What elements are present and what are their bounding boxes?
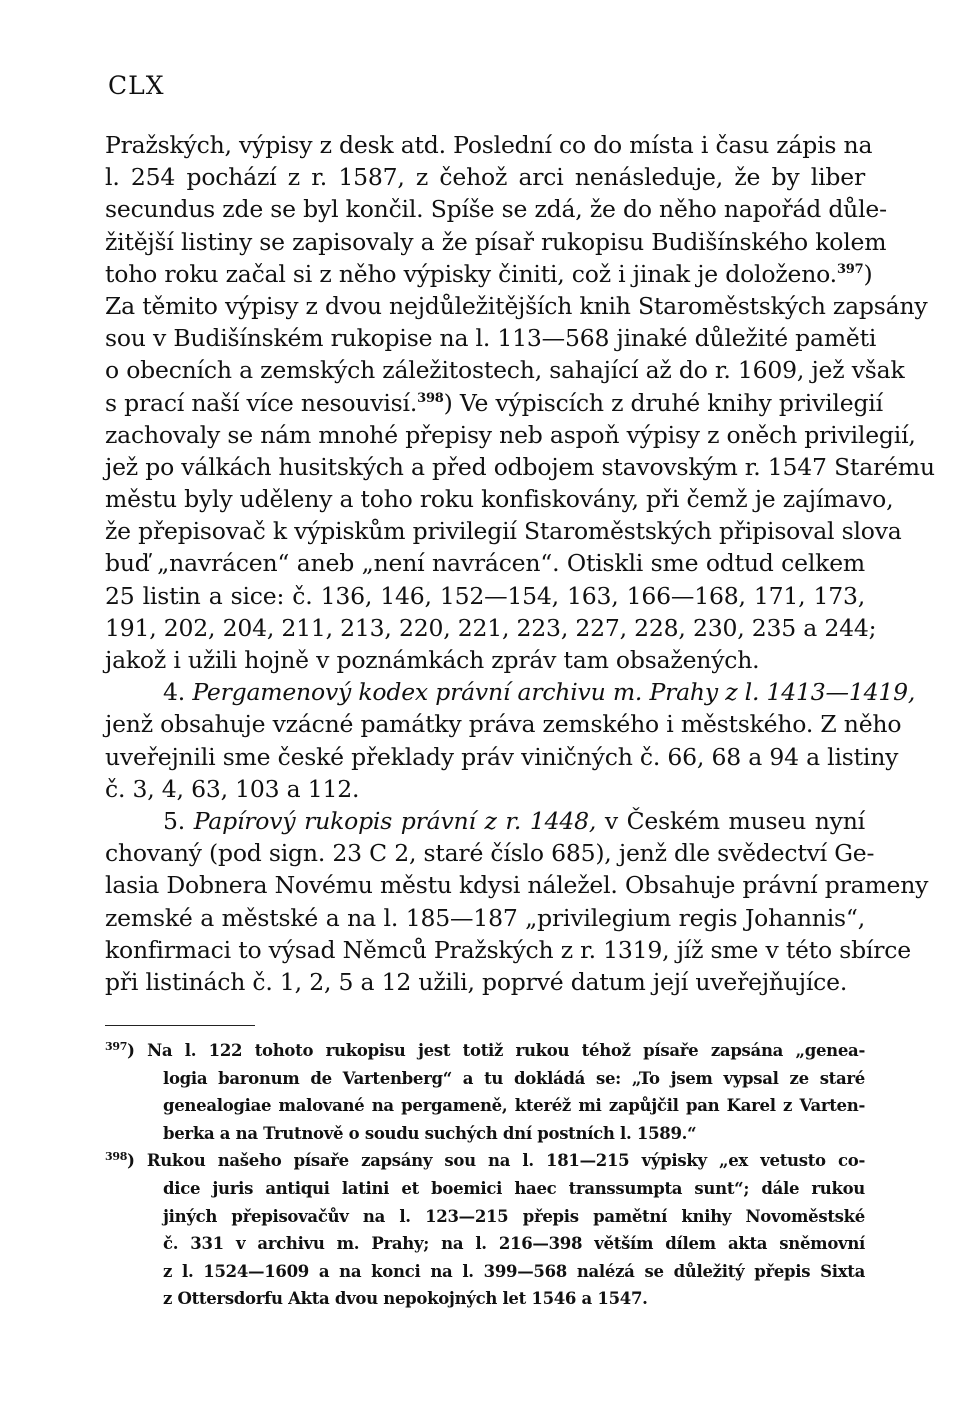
text-line: secundus zde se byl končil. Spíše se zdá, že do něho napořád důle- — [105, 195, 887, 224]
footnote-mark: 398 — [105, 1150, 128, 1164]
item-4-title: Pergamenový kodex právní archivu m. Prahy z l. 1413—1419, — [192, 678, 916, 707]
footnote-text: ) Na l. 122 tohoto rukopisu jest totiž rukou téhož písaře zapsána „genea- — [127, 1041, 865, 1060]
text-line: 191, 202, 204, 211, 213, 220, 221, 223, 227, 228, 230, 235 a 244; — [105, 613, 877, 642]
text-segment: ) Ve výpiscích z druhé knihy privilegií — [443, 388, 883, 417]
footnote-ref-paren: ) — [863, 259, 873, 288]
text-line: žitější listiny se zapisovaly a že písař rukopisu Budišínského kolem — [105, 227, 887, 256]
footnote-text: ) Rukou našeho písaře zapsány sou na l. 181—215 výpisky „ex vetusto co- — [127, 1151, 865, 1171]
page-number: CLX — [108, 71, 165, 100]
text-line: buď „navrácen“ aneb „není navrácen“. Otiskli sme odtud celkem — [105, 549, 865, 578]
text-line: sou v Budišínském rukopise na l. 113—568 jinaké důležité paměti — [105, 324, 877, 353]
footnote-line: dice juris antiqui latini et boemici haec transsumpta sunt“; dále rukou — [163, 1178, 865, 1198]
text-line: jenž obsahuje vzácné památky práva zemského i městského. Z něho — [105, 710, 902, 739]
footnote-mark: 397 — [105, 1040, 128, 1053]
footnote-line: genealogiae malované na pergameně, kteréž mi zapůjčil pan Karel z Varten- — [163, 1096, 865, 1116]
text-line: při listinách č. 1, 2, 5 a 12 užili, poprvé datum její uveřejňujíce. — [105, 967, 848, 996]
text-segment: toho roku začal si z něho výpisky činiti, což i jinak je doloženo. — [105, 259, 837, 288]
footnote-line: č. 331 v archivu m. Prahy; na l. 216—398 větším dílem akta sněmovní — [163, 1234, 865, 1254]
text-line: zemské a městské a na l. 185—187 „privilegium regis Johannis“, — [105, 903, 865, 932]
text-line: městu byly uděleny a toho roku konfiskovány, při čemž je zajímavo, — [105, 485, 894, 514]
footnote-line: jiných přepisovačův na l. 123—215 přepis pamětní knihy Novoměstské — [163, 1206, 865, 1226]
text-line: jež po válkách husitských a před odbojem stavovským r. 1547 Starému — [105, 452, 935, 481]
text-segment: s prací naší více nesouvisí. — [105, 388, 418, 417]
main-text — [105, 129, 935, 998]
footnote-line: z Ottersdorfu Akta dvou nepokojných let 1546 a 1547. — [163, 1289, 648, 1309]
text-line: zachovaly se nám mnohé přepisy neb aspoň výpisy z oněch privilegií, — [105, 420, 916, 449]
text-line: 25 listin a sice: č. 136, 146, 152—154, 163, 166—168, 171, 173, — [105, 581, 865, 610]
text-line: o obecních a zemských záležitostech, sahající až do r. 1609, jež však — [105, 356, 905, 385]
footnote-ref-398: 398 — [417, 390, 444, 406]
footnotes — [105, 1037, 865, 1313]
item-5-number: 5. — [163, 806, 186, 835]
text-line: Pražských, výpisy z desk atd. Poslední co do místa i času zápis na — [105, 131, 873, 159]
text-line: konfirmaci to výsad Němců Pražských z r. 1319, jíž sme v této sbírce — [105, 935, 911, 964]
text-line: uveřejnili sme české překlady práv viničných č. 66, 68 a 94 a listiny — [105, 742, 899, 771]
text-line: č. 3, 4, 63, 103 a 112. — [105, 774, 360, 803]
text-line-with-footnote — [105, 387, 883, 419]
item-5-heading — [105, 805, 865, 837]
item-5-title-rest: v Českém museu nyní — [604, 806, 865, 835]
footnote-divider — [105, 1025, 255, 1026]
item-5-title: Papírový rukopis právní z r. 1448, — [193, 806, 597, 835]
text-line: jakož i užili hojně v poznámkách zpráv tam obsažených. — [105, 646, 760, 674]
text-line: že přepisovač k výpiskům privilegií Staroměstských připisoval slova — [105, 517, 902, 546]
footnote-398 — [105, 1147, 865, 1175]
footnote-397 — [105, 1037, 865, 1065]
text-line: lasia Dobnera Novému městu kdysi náležel. Obsahuje právní prameny — [105, 871, 929, 900]
text-line-with-footnote — [105, 258, 873, 290]
item-4-number: 4. — [163, 678, 186, 707]
footnote-line: berka a na Trutnově o soudu suchých dní postních l. 1589.“ — [163, 1123, 697, 1143]
footnote-line: logia baronum de Vartenberg“ a tu dokládá se: „To jsem vypsal ze staré — [163, 1068, 865, 1088]
footnote-ref-397: 397 — [836, 261, 864, 277]
item-4-heading — [105, 676, 916, 708]
text-line: chovaný (pod sign. 23 C 2, staré číslo 685), jenž dle svědectví Ge- — [105, 839, 875, 868]
text-line: Za těmito výpisy z dvou nejdůležitějších knih Staroměstských zapsány — [105, 291, 928, 320]
footnote-line: z l. 1524—1609 a na konci na l. 399—568 nalézá se důležitý přepis Sixta — [163, 1261, 865, 1281]
text-line: l. 254 pochází z r. 1587, z čehož arci nenásleduje, že by liber — [105, 163, 865, 192]
